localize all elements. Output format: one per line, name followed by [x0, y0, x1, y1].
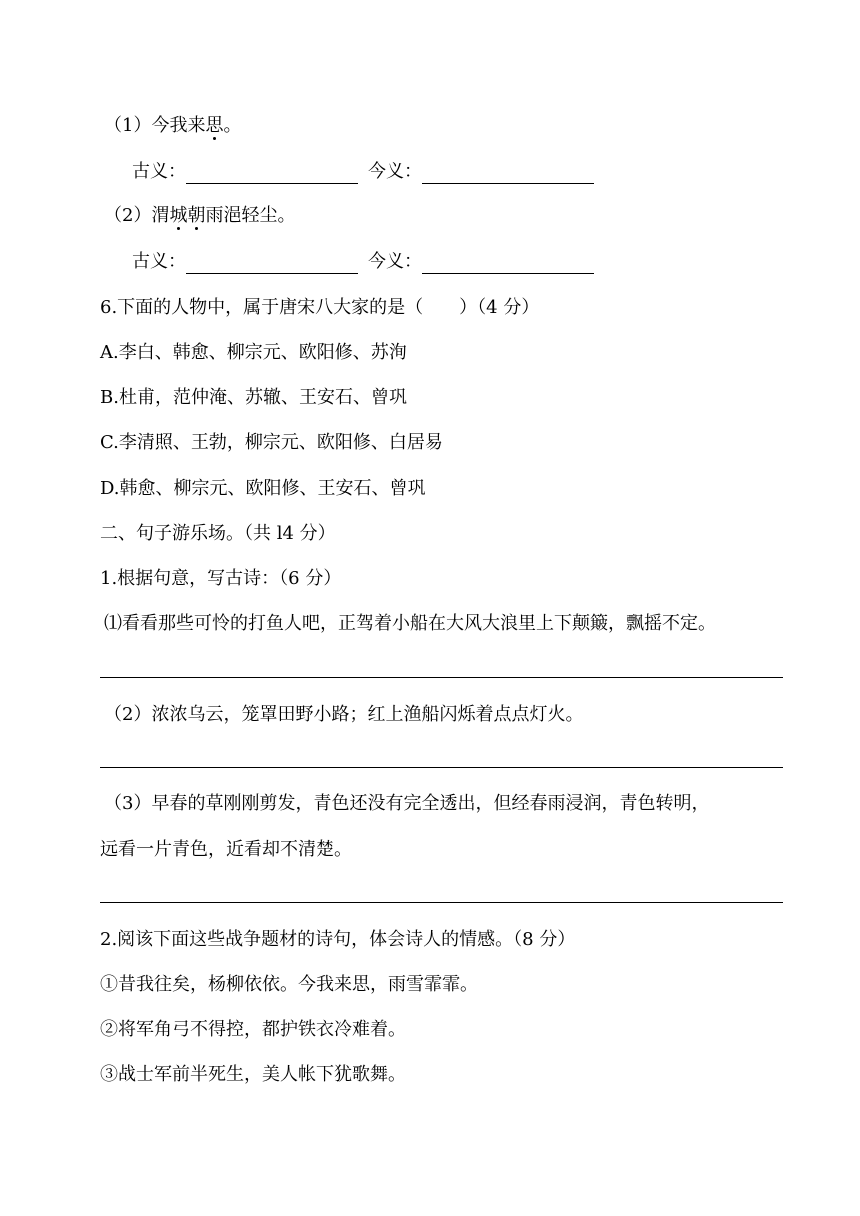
- q5-item2: [104, 204, 295, 228]
- jin-blank-1[interactable]: [422, 163, 594, 184]
- s2-q2-line-1: ①昔我往矣，杨柳依依。今我来思，雨雪霏霏。: [100, 974, 478, 995]
- s2-q2-line-3: ③战士军前半死生，美人帐下犹歌舞。: [100, 1064, 406, 1085]
- section2-title: 二、句子游乐场。（共 l4 分）: [100, 523, 336, 544]
- jin-label: 今义：: [368, 161, 422, 182]
- gu-label: 古义：: [132, 161, 186, 182]
- q5-item1-prefix: （1）今我来: [104, 115, 206, 136]
- s2-q1-item1: ⑴看看那些可怜的打鱼人吧，正驾着小船在大风大浪里上下颠簸，飘摇不定。: [104, 613, 716, 634]
- jin-blank-2[interactable]: [422, 253, 594, 274]
- gu-label: 古义：: [132, 251, 186, 272]
- s2-q2-line-2: ②将军角弓不得控，都护铁衣冷难着。: [100, 1019, 406, 1040]
- q5-item2-emphasis-2: 朝: [187, 205, 206, 226]
- q6-option-d: D.韩愈、柳宗元、欧阳修、王安石、曾巩: [100, 478, 426, 499]
- q5-item2-answer-row: [132, 250, 594, 274]
- q6-option-c: C.李清照、王勃，柳宗元、欧阳修、白居易: [100, 432, 443, 453]
- q6-option-a: A.李白、韩愈、柳宗元、欧阳修、苏洵: [100, 342, 407, 363]
- q5-item1-emphasis: 思: [205, 115, 224, 136]
- q5-item1-answer-row: [132, 160, 594, 184]
- q6-title: 6.下面的人物中，属于唐宋八大家的是（ ）（4 分）: [100, 297, 540, 318]
- q5-item2-prefix: （2）渭: [104, 205, 170, 226]
- s2-q1-item3-cont: 远看一片青色，近看却不清楚。: [100, 839, 352, 860]
- s2-q1-item2: （2）浓浓乌云，笼罩田野小路；红上渔船闪烁着点点灯火。: [104, 704, 584, 725]
- q6-option-b: B.杜甫，范仲淹、苏辙、王安石、曾巩: [100, 387, 407, 408]
- answer-line-3[interactable]: [100, 902, 783, 903]
- q5-item1: [104, 114, 241, 138]
- q5-item2-emphasis-1: 城: [169, 205, 188, 226]
- answer-line-1[interactable]: [100, 677, 783, 678]
- answer-line-2[interactable]: [100, 767, 783, 768]
- s2-q1-item3: （3）早春的草刚刚剪发，青色还没有完全透出，但经春雨浸润，青色转明，: [104, 793, 710, 814]
- gu-blank-2[interactable]: [186, 253, 358, 274]
- s2-q1-title: 1.根据句意，写古诗：（6 分）: [100, 568, 342, 589]
- jin-label: 今义：: [368, 251, 422, 272]
- q5-item1-suffix: 。: [223, 115, 242, 136]
- q5-item2-suffix: 雨浥轻尘。: [205, 205, 296, 226]
- s2-q2-title: 2.阅该下面这些战争题材的诗句，体会诗人的情感。（8 分）: [100, 929, 576, 950]
- gu-blank-1[interactable]: [186, 163, 358, 184]
